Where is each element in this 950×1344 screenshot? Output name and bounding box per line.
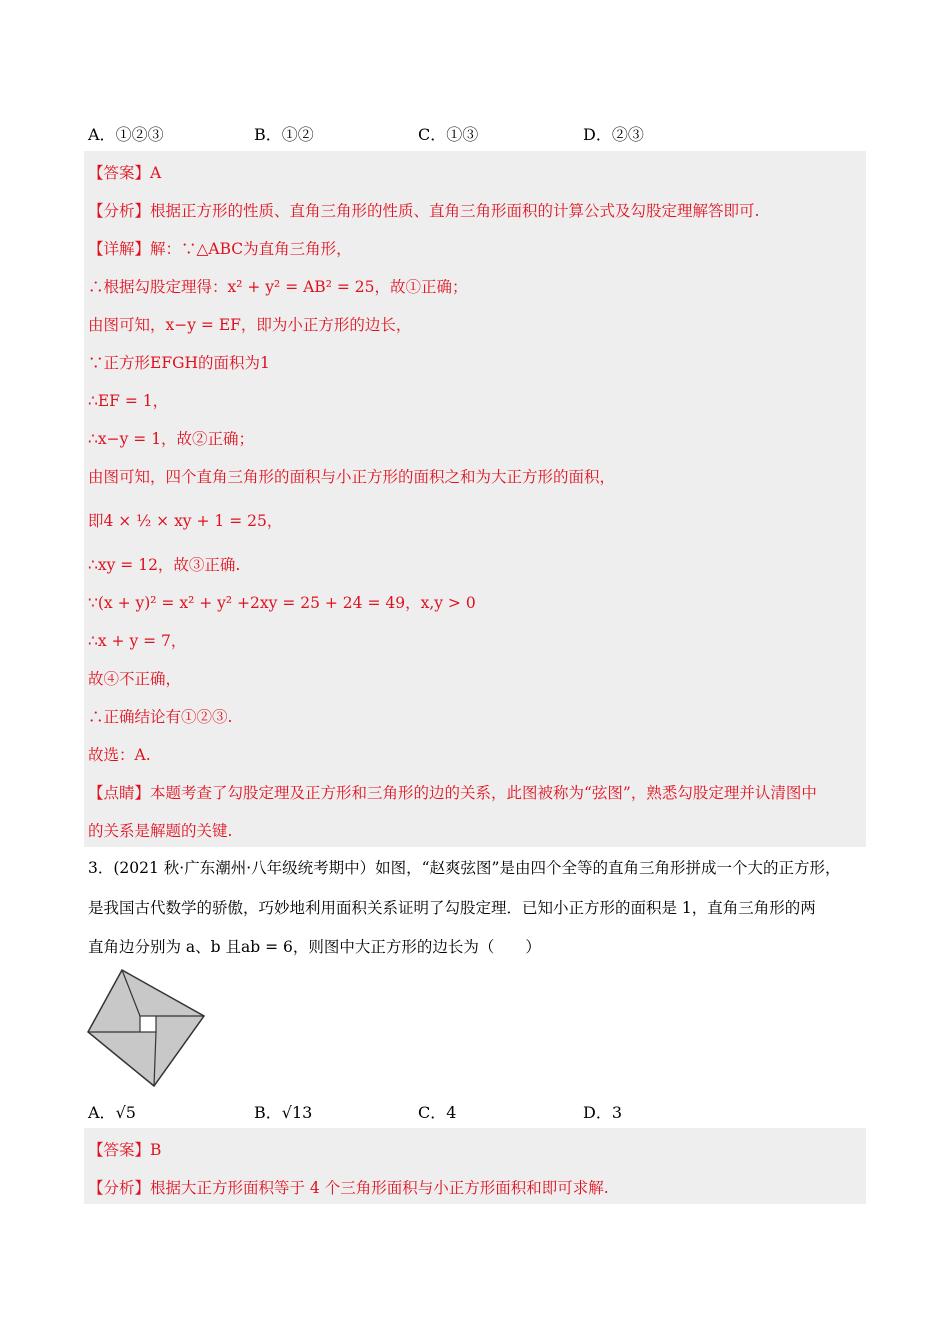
- q3-stem-line: 直角边分别为 a、b 且ab = 6，则图中大正方形的边长为（ ）: [88, 938, 541, 956]
- detail-line: 由图可知，x−y = EF，即为小正方形的边长，: [88, 316, 412, 334]
- detail-line: 即4 × ½ × xy + 1 = 25，: [88, 512, 283, 530]
- option-letter: A．: [88, 1103, 116, 1122]
- q2-solution-box: [84, 151, 866, 847]
- analysis-line: 【分析】根据正方形的性质、直角三角形的性质、直角三角形面积的计算公式及勾股定理解答即可.: [88, 202, 760, 220]
- detail-line: ∵(x + y)² = x² + y² +2xy = 25 + 24 = 49，x,y > 0: [88, 594, 476, 612]
- option-letter: D．: [583, 125, 612, 144]
- option-text: ①③: [446, 125, 479, 144]
- answer-line: 【答案】A: [88, 164, 162, 182]
- detail-line: ∵正方形EFGH的面积为1: [88, 354, 270, 372]
- q2-option-a: [88, 122, 164, 145]
- option-letter: B．: [254, 125, 282, 144]
- q3-option-a: [88, 1100, 136, 1123]
- option-text: √13: [281, 1103, 313, 1122]
- detail-line: ∴x−y = 1，故②正确；: [88, 430, 255, 448]
- answer-line: 【答案】B: [88, 1141, 162, 1159]
- analysis-line: 【分析】根据大正方形面积等于 4 个三角形面积与小正方形面积和即可求解.: [88, 1179, 609, 1197]
- option-text: 4: [446, 1103, 457, 1122]
- q2-option-c: [418, 122, 478, 145]
- q3-options: [88, 1100, 868, 1126]
- detail-line: 故选：A.: [88, 746, 151, 764]
- q3-solution-box: [84, 1128, 866, 1204]
- option-letter: A．: [88, 125, 116, 144]
- q3-stem-line: 是我国古代数学的骄傲，巧妙地利用面积关系证明了勾股定理．已知小正方形的面积是 1，直角三角形的两: [88, 899, 816, 917]
- q3-option-d: [583, 1100, 622, 1123]
- detail-line: ∴xy = 12，故③正确.: [88, 556, 241, 574]
- detail-line: ∴根据勾股定理得：x² + y² = AB² = 25，故①正确；: [88, 278, 468, 296]
- q2-option-b: [254, 122, 314, 145]
- detail-line: 【详解】解：∵△ABC为直角三角形，: [88, 240, 352, 258]
- option-text: 3: [611, 1103, 623, 1122]
- option-letter: C．: [418, 1103, 447, 1122]
- option-text: ①②: [281, 125, 314, 144]
- q3-option-c: [418, 1100, 456, 1123]
- detail-line: ∴x + y = 7，: [88, 632, 187, 650]
- option-letter: B．: [254, 1103, 282, 1122]
- q2-option-d: [583, 122, 644, 145]
- inner-square: [140, 1016, 156, 1032]
- option-letter: D．: [583, 1103, 612, 1122]
- zhao-shuang-diagram: [84, 966, 210, 1090]
- q3-stem-line: 3．(2021 秋·广东潮州·八年级统考期中）如图，“赵爽弦图”是由四个全等的直角三角形拼成一个大的正方形，: [88, 859, 841, 877]
- comment-line: 的关系是解题的关键.: [88, 822, 233, 840]
- option-text: ②③: [611, 125, 644, 144]
- detail-line: 由图可知，四个直角三角形的面积与小正方形的面积之和为大正方形的面积，: [88, 468, 616, 486]
- q2-options: [88, 122, 868, 148]
- option-letter: C．: [418, 125, 447, 144]
- q3-option-b: [254, 1100, 312, 1123]
- option-text: √5: [115, 1103, 136, 1122]
- detail-line: ∴正确结论有①②③.: [88, 708, 233, 726]
- option-text: ①②③: [115, 125, 164, 144]
- comment-line: 【点睛】本题考查了勾股定理及正方形和三角形的边的关系，此图被称为“弦图”，熟悉勾股定理并认清图中: [88, 784, 817, 802]
- detail-line: 故④不正确，: [88, 670, 182, 688]
- detail-line: ∴EF = 1，: [88, 392, 169, 410]
